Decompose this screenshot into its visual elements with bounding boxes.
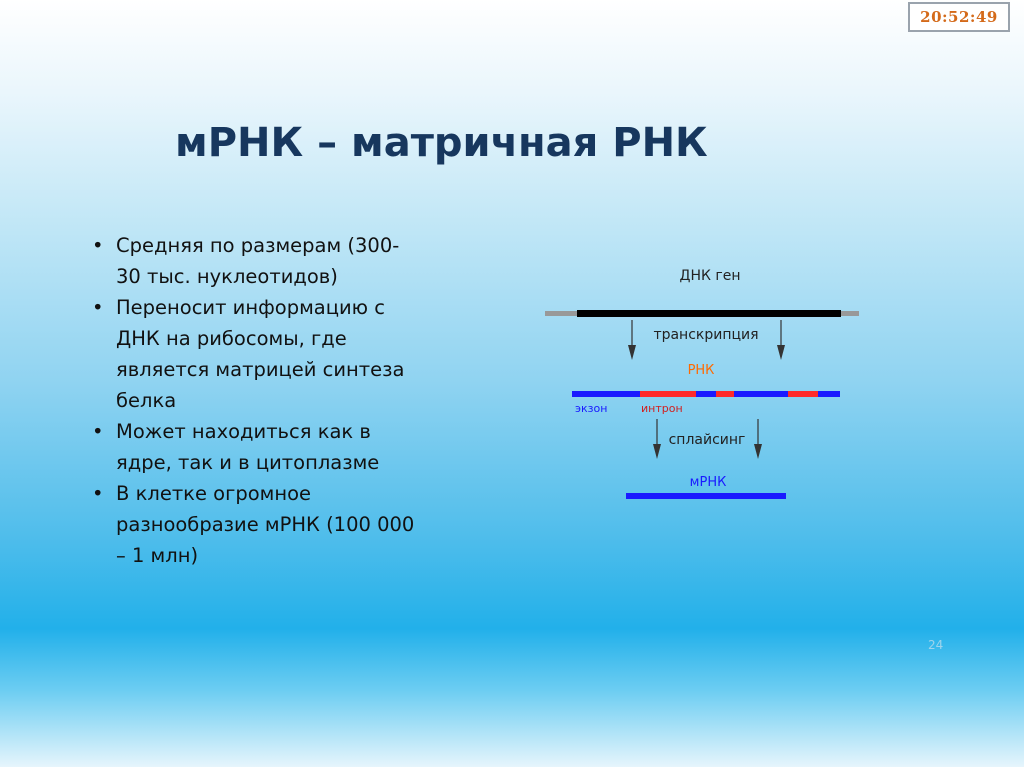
bullet-text: является матрицей синтеза — [116, 358, 405, 381]
transcription-label: транскрипция — [653, 327, 759, 343]
page-number: 24 — [928, 638, 944, 652]
intron-label: интрон — [641, 402, 683, 415]
splicing-arrow-right-icon — [754, 419, 762, 459]
dna-end-left — [545, 311, 577, 316]
bullet-text: ДНК на рибосомы, где — [116, 327, 347, 350]
bullet-text: • Средняя по размерам (300- — [116, 234, 400, 257]
rna-intron-segment — [788, 391, 818, 397]
bullet-text: • Переносит информацию с — [116, 296, 386, 319]
bullet-text: • В клетке огромное — [116, 482, 312, 505]
transcription-arrow-right-icon — [777, 320, 785, 360]
bullet-text: разнообразие мРНК (100 000 — [116, 513, 415, 536]
splicing-label: сплайсинг — [668, 432, 746, 448]
transcription-arrow-left-icon — [628, 320, 636, 360]
clock-display: 20:52:49 — [908, 2, 1010, 32]
splicing-arrow-left-icon — [653, 419, 661, 459]
mrna-label: мРНК — [689, 475, 727, 490]
bullet-text: 30 тыс. нуклеотидов) — [116, 265, 338, 288]
bullet-text: – 1 млн) — [116, 544, 199, 567]
mrna-bar — [626, 493, 786, 499]
dna-bar — [577, 310, 841, 317]
dna-end-right — [841, 311, 859, 316]
bullet-text: • Может находиться как в — [116, 420, 371, 443]
bullet-text: ядре, так и в цитоплазме — [116, 451, 380, 474]
slide-title: мРНК – матричная РНК — [175, 120, 708, 166]
dna-gene-label: ДНК ген — [679, 268, 741, 284]
exon-label: экзон — [575, 402, 608, 415]
rna-label: РНК — [687, 363, 715, 378]
bullet-text: белка — [116, 389, 177, 412]
rna-intron-segment — [716, 391, 734, 397]
rna-intron-segment — [640, 391, 696, 397]
